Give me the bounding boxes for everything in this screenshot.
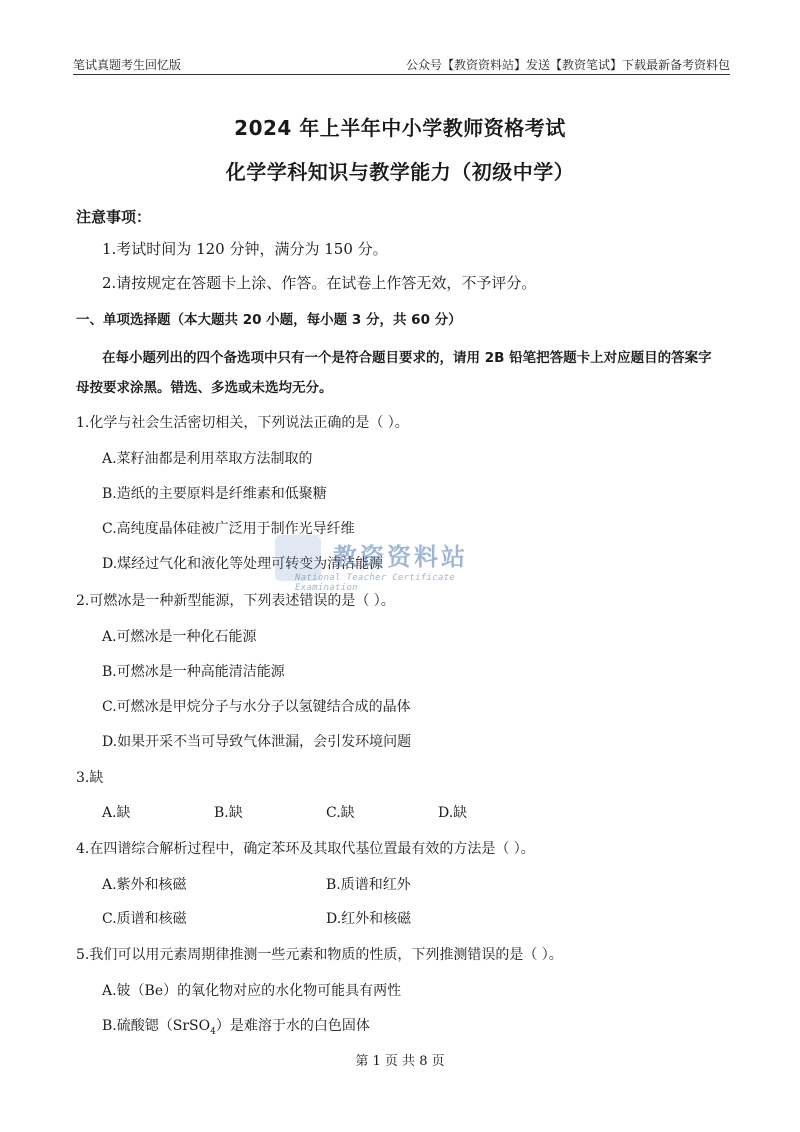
note-item: 2.请按规定在答题卡上涂、作答。在试卷上作答无效，不予评分。	[102, 274, 537, 292]
question-option: A.紫外和核磁	[102, 877, 187, 893]
question-option: A.可燃冰是一种化石能源	[102, 629, 257, 645]
question-stem: 4.在四谱综合解析过程中，确定苯环及其取代基位置最有效的方法是（ ）。	[76, 841, 535, 857]
question-option: C.高纯度晶体硅被广泛用于制作光导纤维	[102, 521, 355, 537]
header-right-text: 公众号【教资资料站】发送【教资笔试】下载最新备考资料包	[405, 58, 730, 72]
question-option: D.煤经过气化和液化等处理可转变为清洁能源	[102, 556, 384, 572]
question-option: D.缺	[438, 805, 468, 821]
watermark	[275, 533, 520, 593]
page-number: 第 1 页 共 8 页	[355, 1054, 445, 1069]
question-stem: 1.化学与社会生活密切相关，下列说法正确的是（ ）。	[76, 415, 409, 431]
question-option: B.质谱和红外	[326, 877, 411, 893]
exam-title: 2024 年上半年中小学教师资格考试	[234, 116, 566, 140]
question-stem: 2.可燃冰是一种新型能源，下列表述错误的是（ ）。	[76, 593, 395, 609]
page-header	[73, 52, 730, 75]
subscript: 4	[210, 1026, 216, 1037]
question-stem: 5.我们可以用元素周期律推测一些元素和物质的性质，下列推测错误的是（ ）。	[76, 947, 563, 963]
question-option: D.红外和核磁	[326, 911, 412, 927]
exam-subtitle: 化学学科知识与教学能力（初级中学）	[225, 160, 575, 184]
question-option: A.菜籽油都是利用萃取方法制取的	[102, 451, 313, 467]
question-option	[102, 1015, 370, 1037]
question-option: A.铍（Be）的氧化物对应的水化物可能具有两性	[102, 983, 402, 999]
option-text: B.硫酸锶（SrSO	[102, 1018, 211, 1034]
question-option: B.可燃冰是一种高能清洁能源	[102, 664, 285, 680]
question-option: C.质谱和核磁	[102, 911, 187, 927]
watermark-subtitle: National Teacher Certificate Examination	[295, 573, 456, 593]
section-instruction: 在每小题列出的四个备选项中只有一个是符合题目要求的，请用 2B 铅笔把答题卡上对应题目的答案字	[102, 350, 712, 366]
header-left-text: 笔试真题考生回忆版	[73, 58, 182, 72]
option-text: ）是难溶于水的白色固体	[215, 1018, 370, 1034]
section-instruction: 母按要求涂黑。错选、多选或未选均无分。	[76, 380, 333, 396]
watermark-title: 教资资料站	[333, 543, 468, 571]
question-option: B.缺	[214, 805, 243, 821]
question-stem: 3.缺	[76, 770, 104, 786]
question-option: D.如果开采不当可导致气体泄漏，会引发环境问题	[102, 734, 412, 750]
question-option: A.缺	[102, 805, 131, 821]
question-option: C.缺	[326, 805, 355, 821]
question-option: C.可燃冰是甲烷分子与水分子以氢键结合成的晶体	[102, 699, 411, 715]
notes-heading: 注意事项：	[76, 208, 152, 226]
note-item: 1.考试时间为 120 分钟，满分为 150 分。	[102, 240, 388, 258]
section-heading: 一、单项选择题（本大题共 20 小题，每小题 3 分，共 60 分）	[76, 312, 462, 328]
question-option: B.造纸的主要原料是纤维素和低聚糖	[102, 486, 327, 502]
